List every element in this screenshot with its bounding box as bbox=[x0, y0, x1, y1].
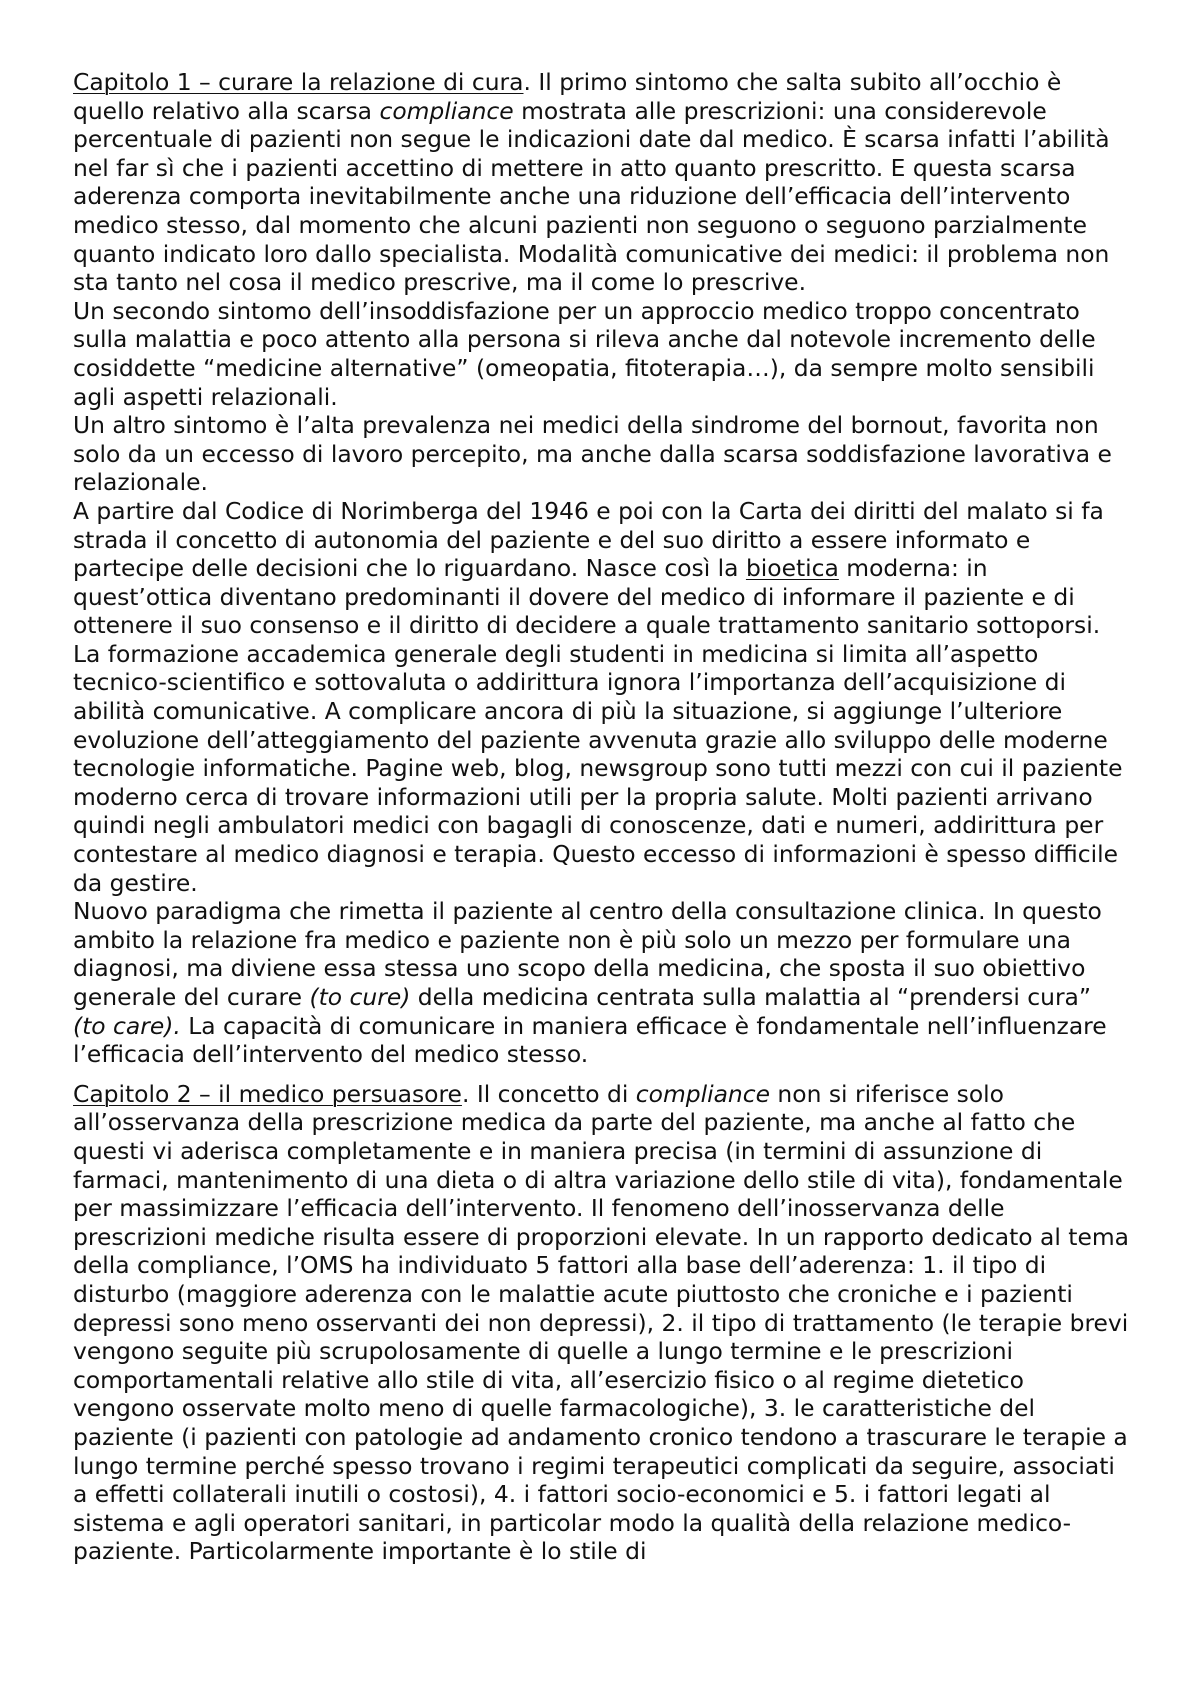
text-run: mostrata alle prescrizioni: una considerevole percentuale di pazienti non segue le indicazioni date dal medico. È scarsa infatti l’abilità nel far sì che i pazienti accettino di mettere in atto quanto prescritto. E questa scarsa aderenza comporta inevitabilmente anche una riduzione dell’efficacia dell’intervento medico stesso, dal momento che alcuni pazienti non seguono o seguono parzialmente quanto indicato loro dallo specialista. Modalità comunicative dei medici: il problema non sta tanto nel cosa il medico prescrive, ma il come lo prescrive. bbox=[73, 96, 1110, 297]
text-run: non si riferisce solo all’osservanza della prescrizione medica da parte del paziente, ma anche al fatto che questi vi aderisca completamente e in maniera precisa (in termini di assunzione di farmaci, mantenimento di una dieta o di altra variazione dello stile di vita), fondamentale per massimizzare l’efficacia dell’intervento. Il fenomeno dell’inosservanza delle prescrizioni mediche risulta essere di proporzioni elevate. In un rapporto dedicato al tema della compliance, l’OMS ha individuato 5 fattori alla base dell’aderenza: 1. il tipo di disturbo (maggiore aderenza con le malattie acute piuttosto che croniche e i pazienti depressi sono meno osservanti dei non depressi), 2. il tipo di trattamento (le terapie brevi vengono seguite più scrupolosamente di quelle a lungo termine e le prescrizioni comportamentali relative allo stile di vita, all’esercizio fisico o al regime dietetico vengono osservate molto meno di quelle farmacologiche), 3. le caratteristiche del paziente (i pazienti con patologie ad andamento cronico tendono a trascurare le terapie a lungo termine perché spesso trovano i regimi terapeutici complicati da seguire, associati a effetti collaterali inutili o costosi), 4. i fattori socio-economici e 5. i fattori legati al sistema e agli operatori sanitari, in particolar modo la qualità della relazione medico- paziente. Particolarmente importante è lo stile di bbox=[73, 1079, 1129, 1566]
chapter-1-paragraph-5: La formazione accademica generale degli studenti in medicina si limita all’aspetto tecnico-scientifico e sottovaluta o addirittura ignora l’importanza dell’acquisizione di abilità comunicative. A complicare ancora di più la situazione, si aggiunge l’ulteriore evoluzione dell’atteggiamento del paziente avvenuta grazie allo sviluppo delle moderne tecnologie informatiche. Pagine web, blog, newsgroup sono tutti mezzi con cui il paziente moderno cerca di trovare informazioni utili per la propria salute. Molti pazienti arrivano quindi negli ambulatori medici con bagagli di conoscenze, dati e numeri, addirittura per contestare al medico diagnosi e terapia. Questo eccesso di informazioni è spesso difficile da gestire. bbox=[73, 639, 1123, 897]
chapter-1-paragraph-1 bbox=[73, 68, 1131, 297]
italic-term: compliance bbox=[379, 96, 514, 125]
chapter-2-paragraph-1 bbox=[73, 1080, 1131, 1566]
chapter-2-heading: Capitolo 2 – il medico persuasore bbox=[73, 1079, 462, 1108]
text-run: della medicina centrata sulla malattia al “prendersi cura” bbox=[410, 983, 1092, 1011]
chapter-1-paragraph-2: Un secondo sintomo dell’insoddisfazione per un approccio medico troppo concentrato sulla malattia e poco attento alla persona si rileva anche dal notevole incremento delle cosiddette “medicine alternative” (omeopatia, fitoterapia…), da sempre molto sensibili agli aspetti relazionali. bbox=[73, 296, 1096, 411]
chapter-1-paragraph-6 bbox=[73, 897, 1131, 1069]
text-run: Nuovo paradigma che rimetta il paziente al centro della consultazione clinica. In questo ambito la relazione fra medico e paziente non è più solo un mezzo per formulare una diagnosi, ma diviene essa stessa uno scopo della medicina, che sposta il suo obiettivo generale del curare bbox=[73, 897, 1102, 1011]
italic-term: (to care). bbox=[73, 1011, 181, 1040]
text-run: moderna: in quest’ottica diventano predominanti il dovere del medico di informare il paziente e di ottenere il suo consenso e il diritto di decidere a quale trattamento sanitario sottoporsi. bbox=[73, 554, 1101, 640]
text-run: A partire dal Codice di Norimberga del 1946 e poi con la Carta dei diritti del malato si fa strada il concetto di autonomia del paziente e del suo diritto a essere informato e partecipe delle decisioni che lo riguardano. Nasce così la bbox=[73, 496, 1104, 583]
underlined-term: bioetica bbox=[745, 554, 839, 583]
text-run: . Il primo sintomo che salta subito all’occhio è quello relativo alla scarsa bbox=[73, 68, 1062, 125]
document-page bbox=[73, 68, 1131, 1566]
italic-term: compliance bbox=[635, 1079, 770, 1108]
chapter-1-paragraph-3: Un altro sintomo è l’alta prevalenza nei medici della sindrome del bornout, favorita non solo da un eccesso di lavoro percepito, ma anche dalla scarsa soddisfazione lavorativa e relazionale. bbox=[73, 411, 1112, 497]
text-run: . Il concetto di bbox=[461, 1079, 636, 1108]
italic-term: (to cure) bbox=[309, 983, 411, 1011]
text-run: La capacità di comunicare in maniera efficace è fondamentale nell’influenzare l’efficacia dell’intervento del medico stesso. bbox=[73, 1011, 1107, 1069]
chapter-1-heading: Capitolo 1 – curare la relazione di cura bbox=[73, 68, 524, 96]
chapter-1-paragraph-4 bbox=[73, 497, 1131, 640]
